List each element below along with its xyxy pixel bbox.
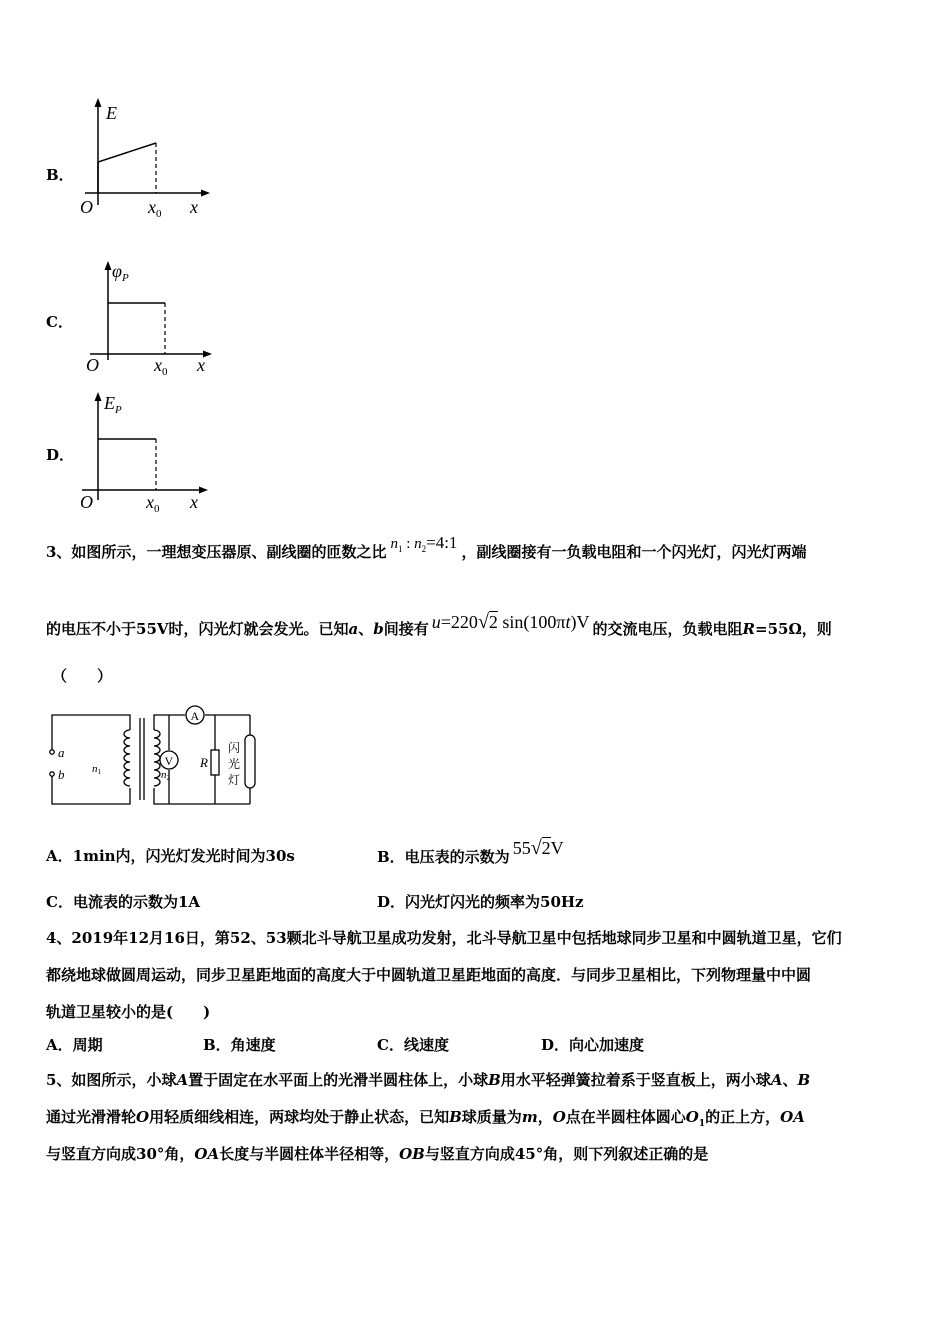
x0-label: $x_0$ (148, 197, 162, 220)
q3-answer-paren: （ ） (52, 667, 113, 685)
q4-option-d: D．向心加速度 (541, 1036, 645, 1054)
resistor-label: R (200, 755, 208, 770)
q4-line3: 轨道卫星较小的是( ) (46, 1003, 211, 1021)
x-axis-label: x (197, 355, 205, 375)
y-axis-label: $\varphi_P$ (112, 261, 129, 284)
n1-label: n1 (92, 763, 101, 776)
primary-coil (124, 730, 130, 786)
q4-option-c: C．线速度 (377, 1036, 449, 1054)
q3-option-a: A．1min内，闪光灯发光时间为30s (46, 847, 295, 865)
q5-line2: 通过光滑滑轮O用轻质细线相连，两球均处于静止状态，已知B球质量为m，O点在半圆柱体圆心$O_1$的正上方，OA (46, 1108, 805, 1129)
origin-label: O (86, 355, 99, 375)
y-axis-label: E (106, 103, 117, 123)
y-axis-arrow (95, 98, 102, 107)
option-b-label: B． (46, 166, 74, 184)
terminal-a-label: a (58, 745, 65, 760)
x-axis-label: x (190, 492, 198, 512)
terminal-b (50, 772, 54, 776)
lamp-label-3: 灯 (228, 773, 241, 787)
y-axis-label: $E_P$ (104, 393, 122, 416)
q3-option-b: B．电压表的示数为 55√2V (377, 837, 564, 866)
x0-label: $x_0$ (146, 492, 160, 513)
resistor-box (211, 750, 219, 775)
option-c-label: C． (46, 313, 73, 331)
q3-option-d: D．闪光灯闪光的频率为50Hz (377, 893, 584, 911)
q3-option-c: C．电流表的示数为1A (46, 893, 201, 911)
y-axis-arrow (95, 392, 102, 401)
x-axis-label: x (190, 197, 198, 217)
q4-option-b: B．角速度 (203, 1036, 276, 1054)
y-axis-arrow (105, 261, 112, 270)
terminal-b-label: b (58, 767, 65, 782)
field-line (98, 143, 156, 193)
x-axis-arrow (201, 190, 210, 197)
origin-label: O (80, 492, 93, 512)
lamp-label-1: 闪 (228, 741, 241, 755)
option-d-label: D． (46, 446, 75, 464)
q3-line1: 3、如图所示，一理想变压器原、副线圈的匝数之比 $n_1$ : $n_2=4:1$ ，副线圈接有一负载电阻和一个闪光灯，闪光灯两端 (46, 533, 807, 561)
voltage-value: 55√2V (512, 837, 564, 859)
ammeter-label: A (190, 709, 200, 723)
n2-label: n2 (161, 769, 170, 782)
q4-line2: 都绕地球做圆周运动，同步卫星距地面的高度大于中圆轨道卫星距地面的高度．与同步卫星相比，下列物理量中中圆 (46, 966, 812, 984)
transformer-circuit (40, 700, 280, 810)
q3-line2: 的电压不小于55V时，闪光灯就会发光。已知a、b间接有 u=220√2 sin(100πt)V 的交流电压，负载电阻R=55Ω，则 (46, 611, 832, 638)
secondary-coil (154, 730, 160, 786)
origin-label: O (80, 197, 93, 217)
graph-b (70, 95, 220, 225)
voltage-formula: u=220√2 sin(100πt)V (431, 611, 590, 633)
primary-bottom-wire (52, 780, 130, 804)
q4-line1: 4、2019年12月16日，第52、53颗北斗导航卫星成功发射，北斗导航卫星中包括地球同步卫星和中圆轨道卫星，它们 (46, 929, 842, 947)
lamp-tube (245, 735, 255, 788)
voltmeter-label: V (164, 754, 174, 768)
x0-label: $x_0$ (154, 355, 168, 375)
turns-ratio: $n_1$ : $n_2=4:1$ (390, 533, 458, 554)
q5-line3: 与竖直方向成30°角，OA长度与半圆柱体半径相等，OB与竖直方向成45°角，则下列叙述正确的是 (46, 1145, 709, 1163)
q4-option-a: A．周期 (46, 1036, 103, 1054)
terminal-a (50, 750, 54, 754)
graph-c (80, 255, 230, 375)
lamp-label-2: 光 (228, 757, 241, 771)
graph-d (70, 388, 220, 513)
primary-top-wire (52, 715, 130, 745)
x-axis-arrow (199, 487, 208, 494)
q5-line1: 5、如图所示，小球A置于固定在水平面上的光滑半圆柱体上，小球B用水平轻弹簧拉着系于竖直板上，两小球A、B (46, 1071, 811, 1089)
